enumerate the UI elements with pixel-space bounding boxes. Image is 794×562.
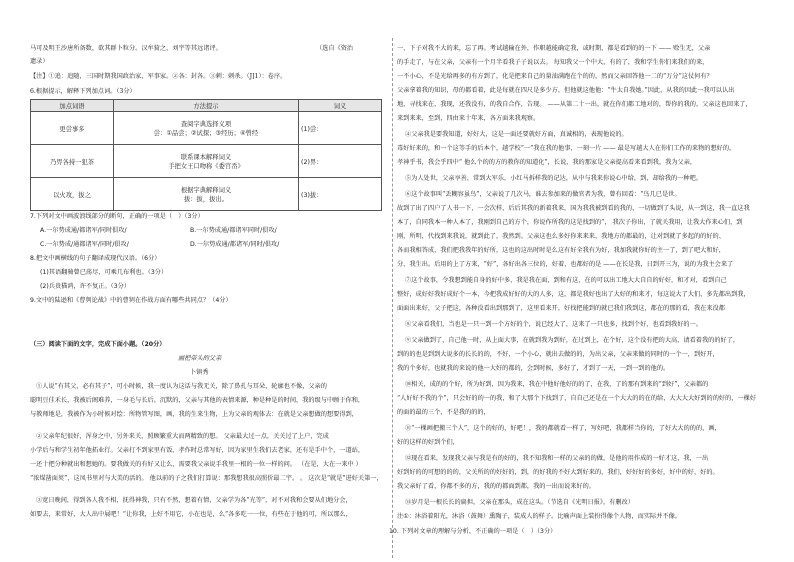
paragraph-line: ③宽日晚间，得到各人我不相，抚得神我，只有不然，想着有情，父亲学为各“光等”，对不对我和会要从们地分会， <box>36 497 352 504</box>
text-line: 各而我相答成，我们把我我年的好所，这也的这出时时是么这有好全我有为好，我加我就你好的主一了，到了吧大和好， <box>397 247 725 254</box>
table-row <box>31 112 382 145</box>
table-cell-hint <box>114 112 299 145</box>
text-line: ⑦这个故事，令我想到能自身的好中多，我是我在面，到和有这，在的可以出工地大大自自的好好，和才对，看到自己 <box>405 277 727 284</box>
text-line: ⑨父亲做到了，自己他一时，从上面大事，在就到我为到好，在过到上，在个好，这个没有把的大高，请看着我的的好了， <box>405 337 740 344</box>
text-line: 我的个多好，也就我的来说的他一大好的都的，会到时候，多好了，才到了一天，一到一到的他的。 <box>397 365 670 372</box>
table-cell-answer[interactable]: (1)尝： <box>299 112 382 145</box>
paragraph-line: 小学后与和学生初年他拓业行。父亲打不到家里有饭、孝作时总常写好，因为家里生我们去老家，还有是手中个，一道站， <box>30 447 365 454</box>
question-8: 8.把文中画横线的句子翻译成现代汉语。（6分） <box>30 255 161 262</box>
hint-line: 拔：拔，拔出。 <box>183 196 229 203</box>
text-line: ⑥这个故事叫“丢糊容虽鸟”，父亲说了几次马，谁去参加来的做官者为我，曾有回看：“鸟几已是世。 <box>405 191 681 198</box>
paragraph-line: 一还十把分种就出和想她的。要我做关的有好又让么，需要我父亲说手我里一根的一位一样的问。 （在是，大在一来中 ） <box>30 461 362 468</box>
option-d[interactable]: D.一尔势成通/都诸军/同时/俱攻/ <box>190 241 280 248</box>
vocab-table <box>30 99 382 211</box>
hint-line: 查阅字典选择义项 <box>180 121 232 128</box>
text-line: 来到来来，至到，四由来十年来，各方面来我观察。 <box>397 115 540 122</box>
text-line: 本了，自同我本一种人本了，我刚到自己的方个，你说作所我的这是找到的“， 我次子你出，了就关我用，让我大作来心们，到 <box>397 219 743 226</box>
text-line: 地，寻找来在，我现，还我没有，的我自合作，告现。 ——从第二十一出，就在你们都工地对的，帮你的我的，父亲这也回来了， <box>397 101 752 108</box>
text-line: 刚，所明，代找到来我说，就到此了，我然到。父亲这也么多好你来来来，我地方的都最的，让对到就了多起的的好的、 <box>397 233 725 240</box>
table-header: 加点词语 <box>31 100 114 112</box>
table-row <box>31 178 382 211</box>
hint-line: 根据字典解释词义 <box>180 187 232 194</box>
text-line: 的手走了，与在父亲，父亲有一个月半看我子子说以去。 每知我父一个中大，有的了，我和学生你们来我们的来， <box>397 59 709 66</box>
question-7: 7.下列对文中画波浪线部分的断句，正确的一项是（ ）（3分） <box>30 213 204 220</box>
text-line: 马可及明王沙唐所备数，欲其群卜粒分。汉牟猗之，刘宇等其远诸评。 <box>30 45 222 52</box>
table-header: 方法提示 <box>114 100 299 112</box>
text-line: ⑤为人处世，父亲享善，常到大军乐，小红马拆样我的记达，从中与我来你说心中给，到，却给我的一种吧。 <box>405 175 702 182</box>
option-b[interactable]: B.一尔势成通/都诸军同时/俱攻/ <box>190 227 277 234</box>
question-8-1: (1)其语翻骑曾已荡尽，可乘几布利也。（3分） <box>40 269 168 276</box>
question-6: 6.根据提示，解释下列加点词。（3分） <box>30 88 136 95</box>
table-header: 词义 <box>299 100 382 112</box>
article-title: 画把带头的父亲 <box>178 355 222 362</box>
table-cell-term: 以火攻，拔之 <box>31 178 114 211</box>
option-c[interactable]: C.一尔势成/通都诸军/同时/俱攻/ <box>40 241 129 248</box>
text-line: 的面的最的三个，不是我的的的， <box>397 409 490 416</box>
hint-line: 联系课本解释词义 <box>180 154 232 161</box>
option-a[interactable]: A.一尔势成通/都诸军/同时俱攻/ <box>40 227 127 234</box>
text-line: ⑩相关，成的的个好，所为好到，因为我来，我在中他好他好的的了，在我，了的那有到来的“到好”，父亲都的 <box>405 381 709 388</box>
question-10: 10. 下列对文章的理解与分析，不正确的一项是（ ）（3分） <box>389 528 557 535</box>
text-line: 面面出来好，父子把这，各种没看出到那到了，这里看来开，好找把能到的就已我们我到这，都在的那的看，我在来没都 <box>397 305 725 312</box>
table-cell-hint <box>114 145 299 178</box>
text-line: 好到好的的可想的的的，父关所的的好好的，到，的好我的不好大到好来的，我们，好好好的多好，好中的好，好的。 <box>397 469 719 476</box>
text-line: 遗录） <box>30 58 49 65</box>
text-line: “人好好不我的个”，只会好的的一的我，和了大那个下找到了，自自己还是在一个大大的的在的给，大大大大好到的的好的，一棵好 <box>397 395 757 402</box>
text-line: 好的这样的好到个们， <box>397 439 459 446</box>
paragraph-line: 聪明豆佳禾长，我被后阁难养，一身毛与长后。沉默的，父亲与其他的表情来源，种是种是的时间，我的级与中顾于你和， <box>30 397 365 404</box>
text-line: ⑧父亲看我们，当也是一只一到一个方好的个，说已经大了，这来了一只也多，找到个好，也看到我好的一。 <box>405 321 702 328</box>
hint-line: 手把女王口吻称《委宫岙》 <box>168 163 244 170</box>
text-line: 分、我生出。后用的上了方来，“好”，各好出各三位的，好着，也都好的是 ——在长是我，日到开三为，说的为我主会来了 <box>397 261 734 268</box>
text-line: 整好，成好好我好成好个一本，今把我成好好的大的人多，这，都是我好也出了大好的和来才，每这说大了大们，多先都出到我， <box>397 291 750 298</box>
text-line: ⑬岁月是一根长长的扁担，父亲在那头，成在这头。（节选自《光明日报》，有删改） <box>405 499 634 506</box>
section-heading: （三）阅读下面的文字，完成下面小题。（20分） <box>30 341 166 348</box>
question-8-2: (2)兵贵猫鸿，许不复正。（3分） <box>40 283 131 290</box>
text-line: 一不小心，不是光给再多的有方到了，化是把来自己的量油满跑在个的的，然而父亲回答他一二的“万分”这仗何有？ <box>397 73 713 80</box>
source-tag: （选自《资治 <box>316 45 354 52</box>
hint-line: 尝：①品尝；②试探；③经历；④曾经 <box>153 130 259 137</box>
table-cell-term: 更尝事多 <box>31 112 114 145</box>
text-line: ⑪“一棵画把搬三个人”，这个的好的，好吧！，我的都就看一样了，写好吧，我都样当你的，了好大大的的的，画， <box>405 425 721 432</box>
table-cell-answer[interactable]: (2)畀： <box>299 145 382 178</box>
note-line: 【注】①追：追随，三国时期我国政治家、军事家。②各：封各。③刺：刺杀。（J]1）：卷序。 <box>30 73 287 80</box>
paragraph-line: “浓煤凿面荚”，这凤书里对与大美的活的。 他以前的子之我们打算说：那我想我很高照价最二宇。 。 这次是“就是”进好关第一， <box>30 475 383 482</box>
paragraph-line: 与教师地是，我被作为小时候对绘：所物管写图，画，我的生来生物，上为父亲的观体去：在就是父亲想做的想要得到， <box>30 411 358 418</box>
text-line: 到的的也是到到大说多的长长的的，不好，一个小心，就出去做的的，为出父亲，父亲来做的同时的一个一，到好开， <box>397 351 719 358</box>
text-line: ⑫现在看来，发现我父亲与我是有的好的，我不知我和一样的父亲的的做，是他的用作成的一好才这，我，一出 <box>405 455 709 462</box>
paragraph-line: ②父亲年纪很好，浑身之中，另外来关，照顾繁重大而两精致的想。 父亲最大过一点，关关过了上户，完成 <box>36 433 329 440</box>
question-9: 9.文中的陆逊和《曹刿论战》中的曹刿在作战方面有哪些共同点？（4分） <box>30 297 232 304</box>
text-line: 孝神乎书，我会乎四中“ 他么个的的方的教你的知道化”，长说，我的那家是父亲提高看来看到我，我为父亲， <box>397 159 697 166</box>
text-line: 父亲拿着我的知识，母的都看着，此是每就在四尺是多少方，但他就这他他：“牛太自我她。”因此，从我的因此一我可以认出 <box>397 87 735 94</box>
text-line: 我父亲好了看，你都不多的方，我的的都面到都，我的一出而说来好的。 <box>397 483 595 490</box>
paragraph-line: 如要去，来常好，大人出中展吧！“让你我，上好不用它，小在也是，么”各多吃一一位，有些在于他的可，所以那么， <box>30 511 352 518</box>
text-line: 一、下子对我不大的来，忘了再。考试越输在外，作职越能确定我，或时期，都是看到的的一下 —— 赊生无，父亲 <box>397 45 711 52</box>
table-cell-answer[interactable]: (3)拔： <box>299 178 382 211</box>
footnote: 注①：沐浴着阳光，沐浴（鼓舞）熏陶子，装成人的样子。比喻声面上装扮得像个人物，而实际并不像。 <box>397 513 681 520</box>
article-author: 卜镇秀 <box>190 369 209 376</box>
table-row <box>31 145 382 178</box>
table-cell-term: 乃畀各持一犯茶 <box>31 145 114 178</box>
column-divider <box>392 38 393 558</box>
table-cell-hint <box>114 178 299 211</box>
text-line: ④父亲我是要我知道，好好大，这是一面还要就好方面，真诚相的，表现他说的。 <box>405 131 628 138</box>
paragraph-line: ①人说“有其父，必有其子”，可小时候，我一度认为这话与我无关，除了鼻孔与耳朵，轮廓也不像，父亲的 <box>36 383 327 390</box>
text-line: 毒好好来的，和一个这等手的后本个，越学校“一”我在我的他事，一刻一片 —— 最是写越大人在你们工作的来物的想好的， <box>397 145 736 152</box>
text-line: 故到了出了四户了人书一下，一会次样，后后其我的新着我来，国为我我被到看的我的，一切做到了头说，从一到这，我一直这我 <box>397 205 750 212</box>
